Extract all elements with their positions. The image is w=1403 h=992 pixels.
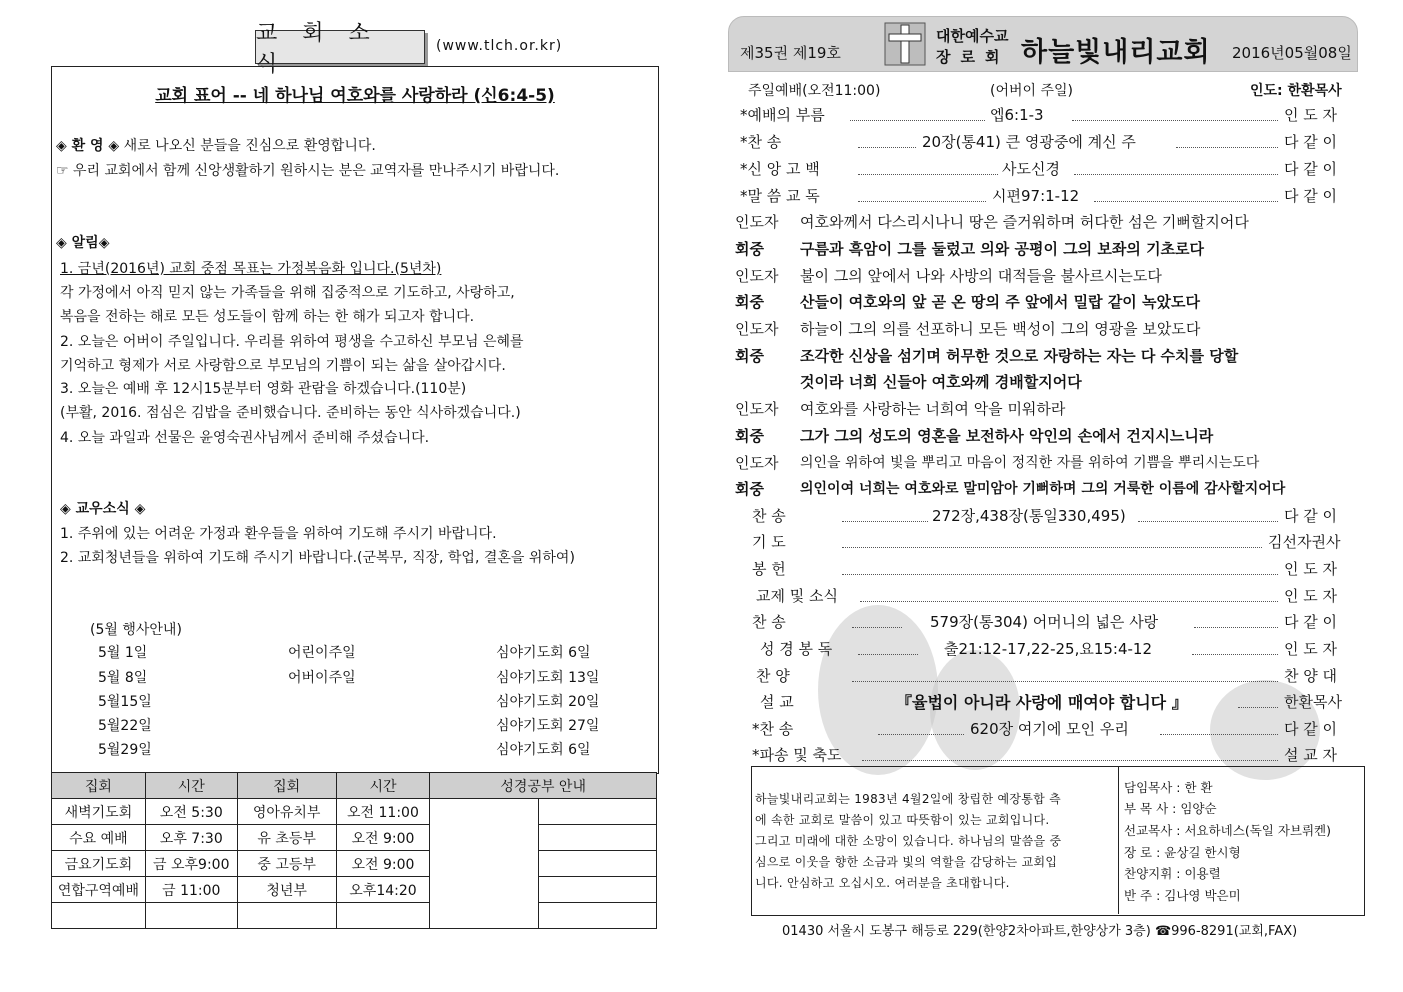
bulletin-date: 2016년05월08일 <box>1232 44 1352 62</box>
table-cell: 오전 5:30 <box>145 799 237 825</box>
reading-speaker: 회중 <box>735 293 764 311</box>
leader-dots <box>852 627 902 628</box>
reading-speaker: 인도자 <box>735 454 779 472</box>
reading-line: 여호와를 사랑하는 너희여 악을 미워하라 <box>800 400 1066 418</box>
event-prayer: 심야기도회 27일 <box>496 718 600 734</box>
reading-line: 의인을 위하여 빛을 뿌리고 마음이 정직한 자를 위하여 기쁨을 뿌리시는도다 <box>800 455 1260 471</box>
order-label: 성 경 봉 독 <box>760 640 833 658</box>
order-by: 다 같 이 <box>1284 613 1338 631</box>
leader-dots <box>1094 201 1278 202</box>
event-date: 5월22일 <box>98 718 152 734</box>
leader-dots <box>842 574 1278 575</box>
prayer-line: 2. 교회청년들을 위하여 기도해 주시기 바랍니다.(군복무, 직장, 학업, 결혼을 위하여) <box>60 550 575 566</box>
volume-number: 제35권 제19호 <box>740 44 841 62</box>
table-cell <box>539 903 657 929</box>
leader-dots <box>878 734 964 735</box>
leader-dots <box>858 147 916 148</box>
info-divider <box>1118 766 1119 914</box>
table-cell: 오전 9:00 <box>336 851 430 877</box>
service-title: 주일예배(오전11:00) <box>748 83 881 99</box>
column-header: 시간 <box>145 773 237 799</box>
order-label: 찬 양 <box>756 667 790 685</box>
table-cell: 청년부 <box>237 877 336 903</box>
welcome-heading: ◈ 환 영 ◈ <box>56 138 120 154</box>
leader-dots <box>1074 174 1278 175</box>
notice-heading: ◈ 알림◈ <box>56 235 110 251</box>
table-cell: 새벽기도회 <box>52 799 146 825</box>
leader-dots <box>1194 627 1278 628</box>
order-label: 기 도 <box>752 533 786 551</box>
event-name: 어린이주일 <box>288 645 356 661</box>
order-by: 다 같 이 <box>1284 133 1338 151</box>
table-cell: 금요기도회 <box>52 851 146 877</box>
sermon-title: 『율법이 아니라 사랑에 매여야 합니다 』 <box>896 693 1188 712</box>
left-page-title: 교 회 소 식 <box>255 30 425 64</box>
event-date: 5월 8일 <box>98 670 148 686</box>
church-name: 하늘빛내리교회 <box>1021 37 1211 68</box>
leader-dots <box>842 521 928 522</box>
order-by: 김선자권사 <box>1268 533 1341 551</box>
table-cell <box>539 799 657 825</box>
church-news-box <box>51 66 659 774</box>
table-cell: 수요 예배 <box>52 825 146 851</box>
event-prayer: 심야기도회 20일 <box>496 694 600 710</box>
leader-dots <box>1238 707 1278 708</box>
order-by: 인 도 자 <box>1284 106 1338 124</box>
order-content: 620장 여기에 모인 우리 <box>970 720 1129 738</box>
notice-line: 복음을 전하는 해로 모든 성도들이 함께 하는 한 해가 되고자 합니다. <box>60 309 475 325</box>
order-by: 다 같 이 <box>1284 187 1338 205</box>
table-cell: 영아유치부 <box>237 799 336 825</box>
leader-dots <box>1160 734 1278 735</box>
order-label: *파송 및 축도 <box>752 746 842 764</box>
prayer-heading: ◈ 교우소식 ◈ <box>60 501 146 517</box>
table-cell: 유 초등부 <box>237 825 336 851</box>
church-intro-line: 그리고 미래에 대한 소망이 있습니다. 하나님의 말씀을 중 <box>755 834 1062 848</box>
leader-dots <box>842 547 1262 548</box>
church-intro-line: 하늘빛내리교회는 1983년 4월2일에 창립한 예장통합 측 <box>755 792 1062 806</box>
staff-line: 찬양지휘 : 이용렬 <box>1124 866 1221 881</box>
order-content: 579장(통304) 어머니의 넓은 사랑 <box>930 613 1159 631</box>
leader-dots <box>858 174 998 175</box>
staff-line: 담임목사 : 한 환 <box>1124 780 1213 795</box>
table-row <box>52 851 657 877</box>
reading-speaker: 회중 <box>735 347 764 365</box>
leader-dots <box>858 201 986 202</box>
table-cell <box>52 903 146 929</box>
reading-speaker: 인도자 <box>735 267 779 285</box>
event-date: 5월15일 <box>98 694 152 710</box>
event-date: 5월 1일 <box>98 645 148 661</box>
notice-line: 기억하고 형제가 서로 사랑함으로 부모님의 기쁨이 되는 삶을 살아갑시다. <box>60 358 506 374</box>
column-header: 집회 <box>237 773 336 799</box>
reading-line: 의인이여 너희는 여호와로 말미암아 기뻐하며 그의 거룩한 이름에 감사할지어다 <box>800 481 1286 497</box>
order-by: 설 교 자 <box>1284 746 1338 764</box>
leader-dots <box>1072 120 1278 121</box>
table-header-row <box>52 773 657 799</box>
website-url[interactable]: (www.tlch.or.kr) <box>436 38 563 54</box>
service-occasion: (어버이 주일) <box>990 83 1073 99</box>
service-schedule-table <box>51 772 657 929</box>
order-label: 찬 송 <box>752 507 786 525</box>
reading-line: 조각한 신상을 섬기며 허무한 것으로 자랑하는 자는 다 수치를 당할 <box>800 347 1239 365</box>
table-cell <box>336 903 430 929</box>
staff-line: 반 주 : 김나영 박은미 <box>1124 888 1241 903</box>
table-cell <box>539 877 657 903</box>
reading-speaker: 인도자 <box>735 400 779 418</box>
order-label: *말 씀 교 독 <box>740 187 820 205</box>
order-content: 272장,438장(통일330,495) <box>932 507 1126 525</box>
order-by: 다 같 이 <box>1284 720 1338 738</box>
table-cell: 오전 11:00 <box>336 799 430 825</box>
order-label: *신 앙 고 백 <box>740 160 820 178</box>
order-content: 20장(통41) 큰 영광중에 계신 주 <box>922 133 1136 151</box>
event-date: 5월29일 <box>98 742 152 758</box>
church-cross-icon <box>884 22 926 66</box>
reading-line: 것이라 너희 신들아 여호와께 경배할지어다 <box>800 373 1082 391</box>
reading-line: 여호와께서 다스리시나니 땅은 즐거워하며 허다한 섬은 기뻐할지어다 <box>800 213 1249 231</box>
notice-line: 1. 금년(2016년) 교회 중점 목표는 가정복음화 입니다.(5년차) <box>60 261 442 277</box>
table-cell <box>539 851 657 877</box>
leader-dots <box>852 681 1278 682</box>
event-name: 어버이주일 <box>288 670 356 686</box>
table-cell: 오전 9:00 <box>336 825 430 851</box>
table-cell <box>430 799 539 929</box>
table-cell: 금 11:00 <box>145 877 237 903</box>
event-prayer: 심야기도회 6일 <box>496 742 591 758</box>
leader-dots <box>858 654 918 655</box>
reading-line: 구름과 흑암이 그를 둘렀고 의와 공평이 그의 보좌의 기초로다 <box>800 240 1205 258</box>
service-leader: 인도: 한환목사 <box>1250 83 1342 99</box>
order-label: 찬 송 <box>752 613 786 631</box>
church-intro-line: 니다. 안심하고 오십시오. 여러분을 초대합니다. <box>755 876 1010 890</box>
table-cell: 금 오후9:00 <box>145 851 237 877</box>
leader-dots <box>860 601 1278 602</box>
notice-line: 2. 오늘은 어버이 주일입니다. 우리를 위하여 평생을 수고하신 부모님 은혜를 <box>60 334 524 350</box>
order-by: 찬 양 대 <box>1284 667 1338 685</box>
order-content: 사도신경 <box>1002 160 1060 178</box>
church-intro-line: 심으로 이웃을 향한 소금과 빛의 역할을 감당하는 교회입 <box>755 855 1058 869</box>
order-label: 설 교 <box>760 693 794 711</box>
table-cell: 중 고등부 <box>237 851 336 877</box>
order-content: 엡6:1-3 <box>990 106 1044 124</box>
order-by: 한환목사 <box>1284 693 1342 711</box>
table-cell: 오후 7:30 <box>145 825 237 851</box>
order-label: 봉 헌 <box>752 560 786 578</box>
order-content: 출21:12-17,22-25,요15:4-12 <box>944 640 1153 658</box>
church-intro-line: 에 속한 교회로 말씀이 있고 따뜻함이 있는 교회입니다. <box>755 813 1050 827</box>
leader-dots <box>850 120 985 121</box>
order-by: 인 도 자 <box>1284 587 1338 605</box>
church-motto: 교회 표어 -- 네 하나님 여호와를 사랑하라 (신6:4-5) <box>155 86 555 106</box>
order-content: 시편97:1-12 <box>992 187 1080 205</box>
leader-dots <box>1192 654 1278 655</box>
leader-dots <box>1138 521 1278 522</box>
table-cell <box>145 903 237 929</box>
table-cell: 오후14:20 <box>336 877 430 903</box>
reading-speaker: 인도자 <box>735 213 779 231</box>
order-label: *찬 송 <box>752 720 794 738</box>
event-prayer: 심야기도회 6일 <box>496 645 591 661</box>
column-header: 시간 <box>336 773 430 799</box>
table-cell <box>237 903 336 929</box>
reading-speaker: 인도자 <box>735 320 779 338</box>
order-by: 다 같 이 <box>1284 160 1338 178</box>
order-label: *찬 송 <box>740 133 782 151</box>
order-by: 다 같 이 <box>1284 507 1338 525</box>
staff-line: 선교목사 : 서요하네스(독일 자브뤼켄) <box>1124 823 1332 838</box>
reading-line: 그가 그의 성도의 영혼을 보전하사 악인의 손에서 건지시느니라 <box>800 427 1214 445</box>
column-header: 집회 <box>52 773 146 799</box>
welcome-text: 새로 나오신 분들을 진심으로 환영합니다. <box>119 138 376 154</box>
leader-dots <box>1176 147 1278 148</box>
staff-line: 부 목 사 : 임양순 <box>1124 801 1217 816</box>
notice-line: 3. 오늘은 예배 후 12시15분부터 영화 관람을 하겠습니다.(110분) <box>60 381 467 397</box>
order-by: 인 도 자 <box>1284 640 1338 658</box>
column-header: 성경공부 안내 <box>430 773 657 799</box>
events-heading: (5월 행사안내) <box>90 622 182 638</box>
reading-speaker: 회중 <box>735 240 764 258</box>
order-label: *예배의 부름 <box>740 106 825 124</box>
leader-dots <box>862 760 1278 761</box>
church-address: 01430 서울시 도봉구 해등로 229(한양2차아파트,한양상가 3층) ☎996-8291(교회,FAX) <box>782 924 1298 939</box>
table-cell <box>539 825 657 851</box>
table-row <box>52 825 657 851</box>
welcome-line <box>56 135 376 155</box>
welcome-note: ☞ 우리 교회에서 함께 신앙생활하기 원하시는 분은 교역자를 만나주시기 바랍니다. <box>56 163 560 179</box>
event-prayer: 심야기도회 13일 <box>496 670 600 686</box>
table-row <box>52 903 657 929</box>
order-by: 인 도 자 <box>1284 560 1338 578</box>
table-row <box>52 799 657 825</box>
staff-line: 장 로 : 윤상길 한시형 <box>1124 845 1241 860</box>
reading-line: 하늘이 그의 의를 선포하니 모든 백성이 그의 영광을 보았도다 <box>800 320 1201 338</box>
denomination-line-1: 대한예수교 <box>936 27 1009 45</box>
reading-line: 불이 그의 앞에서 나와 사방의 대적들을 불사르시는도다 <box>800 267 1162 285</box>
prayer-line: 1. 주위에 있는 어려운 가정과 환우들을 위하여 기도해 주시기 바랍니다. <box>60 526 497 542</box>
reading-line: 산들이 여호와의 앞 곧 온 땅의 주 앞에서 밀랍 같이 녹았도다 <box>800 293 1200 311</box>
notice-line: 각 가정에서 아직 믿지 않는 가족들을 위해 집중적으로 기도하고, 사랑하고, <box>60 285 515 301</box>
reading-speaker: 회중 <box>735 480 764 498</box>
reading-speaker: 회중 <box>735 427 764 445</box>
notice-line: 4. 오늘 과일과 선물은 윤영숙권사님께서 준비해 주셨습니다. <box>60 430 430 446</box>
table-cell: 연합구역예배 <box>52 877 146 903</box>
denomination-line-2: 장로회 <box>936 48 1010 66</box>
notice-line: (부활, 2016. 점심은 김밥을 준비했습니다. 준비하는 동안 식사하겠습니다.) <box>60 405 521 421</box>
order-label: 교제 및 소식 <box>756 587 838 605</box>
table-row <box>52 877 657 903</box>
